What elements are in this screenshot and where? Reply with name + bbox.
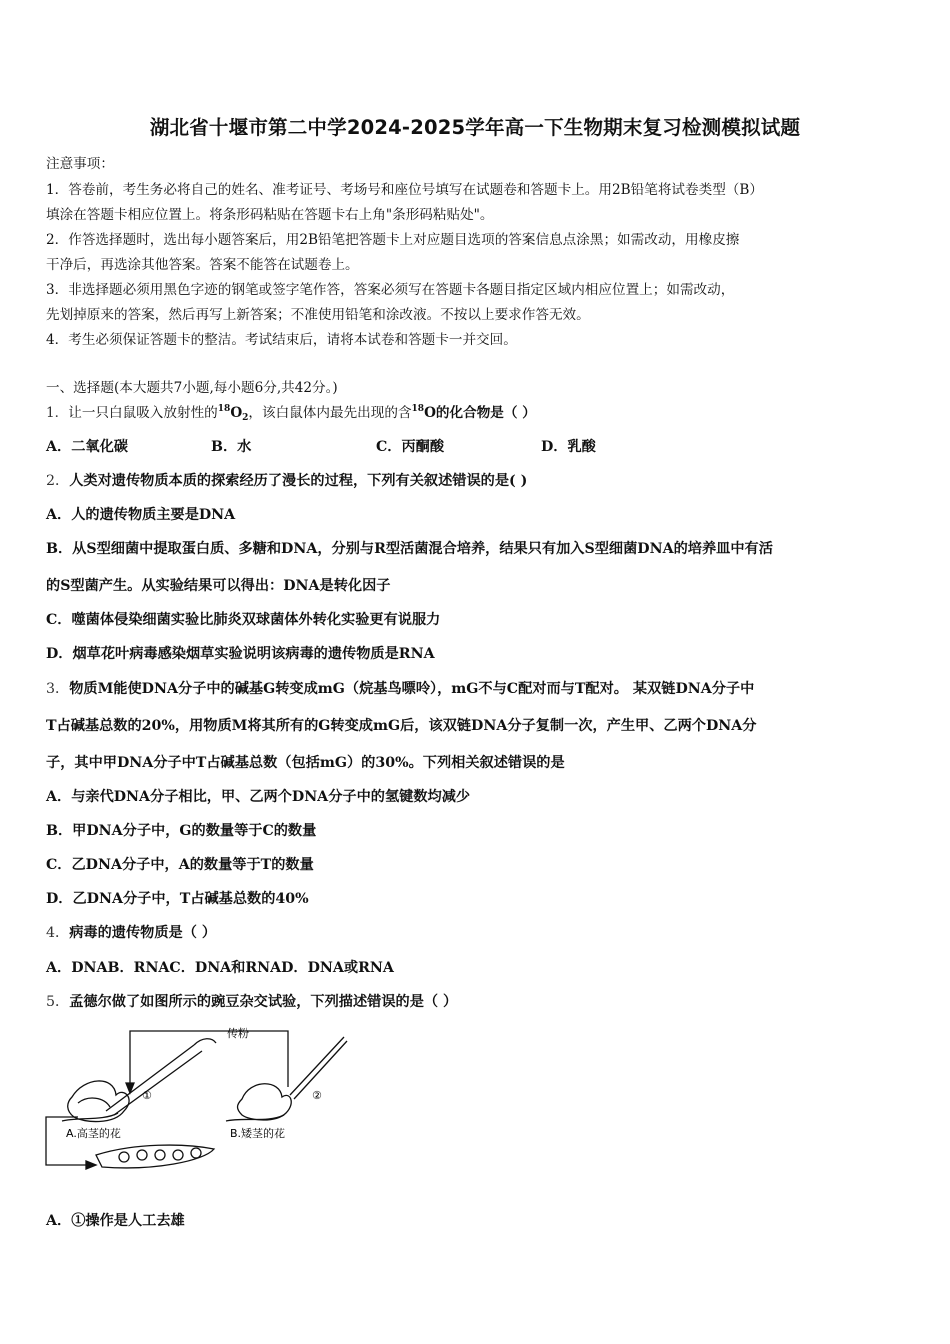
question-3-stem-cont: T占碱基总数的20%，用物质M将其所有的G转变成mG后，该双链DNA分子复制一次，产生甲、乙两个DNA分 (46, 718, 757, 734)
section-heading: 一、选择题(本大题共7小题,每小题6分,共42分。) (46, 380, 338, 396)
question-number: 2． (46, 473, 70, 489)
pea-seed (191, 1148, 201, 1158)
question-4-stem (46, 922, 216, 942)
stem-text: O (230, 405, 243, 421)
question-3-option-d: D．乙DNA分子中，T占碱基总数的40% (46, 891, 309, 907)
question-3-option-c: C．乙DNA分子中，A的数量等于T的数量 (46, 857, 314, 873)
pea-seed (155, 1150, 165, 1160)
question-2-stem (46, 470, 527, 490)
mark-2: ② (312, 1089, 322, 1102)
pea-cross-figure (44, 1025, 354, 1175)
stem-text: 孟德尔做了如图所示的豌豆杂交试验，下列描述错误的是（ ） (69, 994, 458, 1010)
flower-b-stem (226, 1115, 284, 1121)
stem-text: 让一只白鼠吸入放射性的 (68, 405, 218, 421)
question-1-stem (46, 401, 536, 421)
pea-cross-diagram (44, 1025, 354, 1175)
question-number: 3． (46, 681, 70, 697)
feedback-arrow-line (46, 1117, 88, 1165)
question-3-option-b: B．甲DNA分子中，G的数量等于C的数量 (46, 823, 317, 839)
label-a: A.高茎的花 (66, 1127, 121, 1140)
question-4-options: A．DNAB．RNAC．DNA和RNAD．DNA或RNA (46, 960, 394, 976)
question-3-stem-cont: 子，其中甲DNA分子中T占碱基总数（包括mG）的30%。下列相关叙述错误的是 (46, 755, 565, 771)
question-5-stem (46, 991, 457, 1011)
question-3-stem (46, 678, 754, 698)
page-title: 湖北省十堰市第二中学2024-2025学年高一下生物期末复习检测模拟试题 (149, 116, 801, 139)
stem-text: 物质M能使DNA分子中的碱基G转变成mG（烷基鸟嘌呤），mG不与C配对而与T配对。 某双链DNA分子中 (69, 681, 755, 697)
question-2-option-d: D．烟草花叶病毒感染烟草实验说明该病毒的遗传物质是RNA (46, 646, 435, 662)
question-1-option-b: B．水 (211, 439, 252, 455)
label-b: B.矮茎的花 (230, 1127, 286, 1140)
question-2-option-b: B．从S型细菌中提取蛋白质、多糖和DNA，分别与R型活菌混合培养，结果只有加入S型细菌DNA的培养皿中有活 (46, 541, 773, 557)
stem-text: O的化合物是（ ） (424, 405, 536, 421)
feedback-arrow-head (86, 1161, 96, 1169)
notice-line: 4．考生必须保证答题卡的整洁。考试结束后，请将本试卷和答题卡一并交回。 (46, 332, 517, 348)
question-2-option-c: C．噬菌体侵染细菌实验比肺炎双球菌体外转化实验更有说服力 (46, 612, 441, 628)
question-1-option-a: A．二氧化碳 (46, 439, 128, 455)
subscript: 2 (242, 413, 249, 423)
notice-line: 干净后，再选涂其他答案。答案不能答在试题卷上。 (46, 257, 359, 273)
notice-heading: 注意事项： (46, 156, 114, 172)
pea-seed (119, 1152, 129, 1162)
notice-line: 3．非选择题必须用黑色字迹的钢笔或签字笔作答，答案必须写在答题卡各题目指定区域内相应位置上；如需改动， (46, 282, 735, 298)
question-1-option-d: D．乳酸 (541, 439, 596, 455)
notice-line: 填涂在答题卡相应位置上。将条形码粘贴在答题卡右上角"条形码粘贴处"。 (46, 207, 494, 223)
question-5-option-a: A．①操作是人工去雄 (46, 1213, 185, 1229)
question-1-option-c: C．丙酮酸 (376, 439, 445, 455)
flower-a-petal (78, 1098, 110, 1107)
stem-text: ，该白鼠体内最先出现的含 (248, 405, 412, 421)
notice-line: 1．答卷前，考生务必将自己的姓名、准考证号、考场号和座位号填写在试题卷和答题卡上。用2B铅笔将试卷类型（B） (46, 182, 763, 198)
question-2-option-b-cont: 的S型菌产生。从实验结果可以得出：DNA是转化因子 (46, 578, 391, 594)
question-number: 5． (46, 994, 70, 1010)
question-number: 1． (46, 405, 69, 421)
notice-line: 2．作答选择题时，选出每小题答案后，用2B铅笔把答题卡上对应题目选项的答案信息点涂黑；如需改动，用橡皮擦 (46, 232, 740, 248)
stem-text: 病毒的遗传物质是（ ） (69, 925, 217, 941)
question-2-option-a: A．人的遗传物质主要是DNA (46, 507, 236, 523)
question-number: 4． (46, 925, 70, 941)
superscript: 18 (217, 404, 231, 414)
stem-text: 人类对遗传物质本质的探索经历了漫长的过程，下列有关叙述错误的是( ) (69, 473, 528, 489)
forceps-tip (194, 1039, 216, 1045)
label-transfer: 传粉 (227, 1027, 249, 1040)
forceps (106, 1045, 202, 1115)
notice-line: 先划掉原来的答案，然后再写上新答案；不准使用铅笔和涂改液。不按以上要求作答无效。 (46, 307, 590, 323)
mark-1: ① (142, 1089, 152, 1102)
flower-b (238, 1084, 292, 1120)
pea-seed (173, 1150, 183, 1160)
question-3-option-a: A．与亲代DNA分子相比，甲、乙两个DNA分子中的氢键数均减少 (46, 789, 471, 805)
superscript: 18 (411, 404, 425, 414)
pea-seed (137, 1150, 147, 1160)
